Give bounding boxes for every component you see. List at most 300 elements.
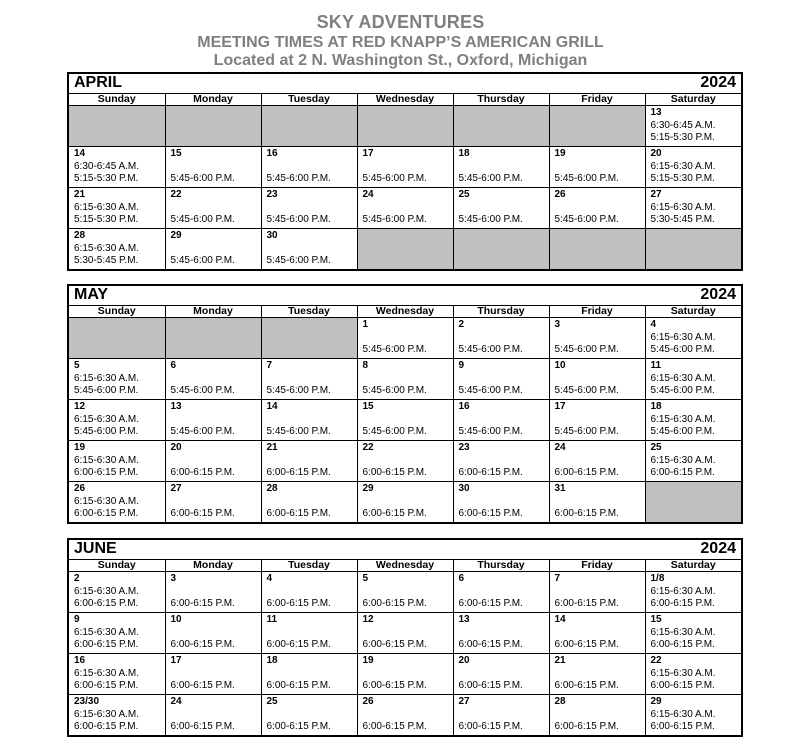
day-cell [453, 359, 549, 400]
day-number: 26 [362, 696, 374, 707]
day-number: 15 [650, 614, 662, 625]
evening-time: 6:00-6:15 P.M. [458, 508, 523, 519]
day-number: 3 [554, 319, 561, 330]
day-cell [261, 654, 357, 695]
week-row [69, 613, 741, 654]
weekday-header-row [69, 94, 741, 106]
morning-time: 6:15-6:30 A.M. [74, 627, 140, 638]
week-row [69, 229, 741, 270]
day-cell [357, 441, 453, 482]
week-row [69, 400, 741, 441]
day-cell [645, 695, 741, 736]
morning-time: 6:30-6:45 A.M. [74, 161, 140, 172]
day-cell [453, 318, 549, 359]
day-cell [549, 482, 645, 523]
evening-time: 5:45-6:00 P.M. [362, 426, 427, 437]
day-number: 30 [266, 230, 278, 241]
morning-time: 6:15-6:30 A.M. [74, 373, 140, 384]
day-number: 20 [458, 655, 470, 666]
evening-time: 5:45-6:00 P.M. [650, 426, 715, 437]
day-number: 26 [74, 483, 86, 494]
day-number: 14 [266, 401, 278, 412]
day-number: 28 [74, 230, 86, 241]
weekday-header: Wednesday [357, 306, 453, 318]
evening-time: 5:45-6:00 P.M. [554, 344, 619, 355]
day-number: 3 [170, 573, 177, 584]
morning-time: 6:15-6:30 A.M. [74, 243, 140, 254]
evening-time: 5:45-6:00 P.M. [266, 385, 331, 396]
weekday-header: Monday [165, 306, 261, 318]
evening-time: 6:00-6:15 P.M. [362, 721, 427, 732]
day-cell [165, 229, 261, 270]
evening-time: 6:00-6:15 P.M. [554, 467, 619, 478]
day-number: 28 [266, 483, 278, 494]
weekday-header: Saturday [645, 94, 741, 106]
empty-day-cell [69, 318, 165, 359]
day-cell [69, 229, 165, 270]
day-number: 24 [170, 696, 182, 707]
month-header [69, 286, 741, 306]
evening-time: 6:00-6:15 P.M. [362, 467, 427, 478]
evening-time: 6:00-6:15 P.M. [554, 508, 619, 519]
evening-time: 6:00-6:15 P.M. [170, 680, 235, 691]
day-cell [357, 613, 453, 654]
week-row [69, 695, 741, 736]
day-cell [645, 572, 741, 613]
day-number: 8 [362, 360, 369, 371]
empty-day-cell [165, 106, 261, 147]
evening-time: 6:00-6:15 P.M. [650, 639, 715, 650]
day-number: 30 [458, 483, 470, 494]
month-grid [69, 94, 741, 269]
morning-time: 6:15-6:30 A.M. [74, 709, 140, 720]
day-cell [261, 572, 357, 613]
day-number: 16 [266, 148, 278, 159]
day-number: 5 [74, 360, 80, 371]
day-number: 22 [170, 189, 182, 200]
day-number: 24 [362, 189, 374, 200]
day-number: 13 [458, 614, 470, 625]
morning-time: 6:15-6:30 A.M. [650, 202, 716, 213]
day-cell [357, 654, 453, 695]
evening-time: 5:45-6:00 P.M. [170, 385, 235, 396]
evening-time: 6:00-6:15 P.M. [266, 467, 331, 478]
morning-time: 6:15-6:30 A.M. [650, 373, 716, 384]
page-title: SKY ADVENTURES [316, 12, 485, 32]
month-year: 2024 [700, 286, 736, 303]
day-number: 6 [170, 360, 177, 371]
weekday-header: Tuesday [261, 306, 357, 318]
evening-time: 6:00-6:15 P.M. [74, 508, 139, 519]
day-cell [453, 441, 549, 482]
day-number: 23 [458, 442, 470, 453]
evening-time: 6:00-6:15 P.M. [74, 639, 139, 650]
month-name: JUNE [74, 540, 117, 557]
day-cell [357, 188, 453, 229]
day-number: 15 [170, 148, 182, 159]
evening-time: 6:00-6:15 P.M. [554, 680, 619, 691]
day-cell [261, 441, 357, 482]
day-cell [69, 188, 165, 229]
day-number: 14 [74, 148, 86, 159]
evening-time: 6:00-6:15 P.M. [266, 598, 331, 609]
evening-time: 6:00-6:15 P.M. [650, 467, 715, 478]
day-number: 28 [554, 696, 566, 707]
day-cell [453, 613, 549, 654]
evening-time: 6:00-6:15 P.M. [74, 721, 139, 732]
day-cell [549, 695, 645, 736]
evening-time: 6:00-6:15 P.M. [170, 639, 235, 650]
day-cell [453, 572, 549, 613]
day-number: 16 [74, 655, 86, 666]
day-cell [261, 613, 357, 654]
day-cell [645, 613, 741, 654]
weekday-header: Friday [549, 560, 645, 572]
day-cell [645, 654, 741, 695]
evening-time: 5:45-6:00 P.M. [458, 426, 523, 437]
day-number: 25 [650, 442, 662, 453]
weekday-header-row [69, 306, 741, 318]
weekday-header: Wednesday [357, 94, 453, 106]
day-number: 22 [650, 655, 662, 666]
day-cell [165, 359, 261, 400]
day-number: 17 [170, 655, 182, 666]
day-cell [645, 318, 741, 359]
day-number: 10 [554, 360, 566, 371]
week-row [69, 482, 741, 523]
evening-time: 5:45-6:00 P.M. [362, 385, 427, 396]
morning-time: 6:15-6:30 A.M. [650, 161, 716, 172]
weekday-header: Thursday [453, 560, 549, 572]
morning-time: 6:15-6:30 A.M. [74, 496, 140, 507]
evening-time: 6:00-6:15 P.M. [266, 680, 331, 691]
month-header [69, 540, 741, 560]
evening-time: 6:00-6:15 P.M. [458, 639, 523, 650]
day-number: 27 [170, 483, 182, 494]
day-number: 4 [650, 319, 657, 330]
evening-time: 6:00-6:15 P.M. [650, 721, 715, 732]
evening-time: 6:00-6:15 P.M. [362, 639, 427, 650]
day-cell [165, 572, 261, 613]
evening-time: 5:15-5:30 P.M. [650, 173, 715, 184]
day-number: 1/8 [650, 573, 665, 584]
day-number: 21 [266, 442, 278, 453]
evening-time: 5:45-6:00 P.M. [650, 385, 715, 396]
weekday-header-row [69, 560, 741, 572]
evening-time: 5:45-6:00 P.M. [554, 214, 619, 225]
day-cell [69, 613, 165, 654]
day-cell [357, 359, 453, 400]
evening-time: 6:00-6:15 P.M. [458, 721, 523, 732]
morning-time: 6:15-6:30 A.M. [74, 668, 140, 679]
weekday-header: Tuesday [261, 560, 357, 572]
day-number: 22 [362, 442, 374, 453]
day-cell [261, 482, 357, 523]
day-number: 17 [362, 148, 374, 159]
evening-time: 5:45-6:00 P.M. [170, 173, 235, 184]
evening-time: 6:00-6:15 P.M. [458, 680, 523, 691]
week-row [69, 188, 741, 229]
calendar-may [67, 284, 743, 524]
day-cell [357, 572, 453, 613]
morning-time: 6:15-6:30 A.M. [650, 414, 716, 425]
day-cell [645, 106, 741, 147]
evening-time: 5:45-6:00 P.M. [554, 385, 619, 396]
day-cell [69, 441, 165, 482]
day-cell [165, 482, 261, 523]
month-grid [69, 306, 741, 522]
day-number: 23 [266, 189, 278, 200]
day-number: 23/30 [74, 696, 100, 707]
day-number: 7 [266, 360, 273, 371]
empty-day-cell [549, 106, 645, 147]
evening-time: 5:45-6:00 P.M. [458, 173, 523, 184]
day-number: 5 [362, 573, 369, 584]
weekday-header: Wednesday [357, 560, 453, 572]
calendar-april [67, 72, 743, 271]
evening-time: 6:00-6:15 P.M. [362, 680, 427, 691]
day-number: 26 [554, 189, 566, 200]
morning-time: 6:15-6:30 A.M. [74, 455, 140, 466]
evening-time: 5:45-6:00 P.M. [650, 344, 715, 355]
evening-time: 6:00-6:15 P.M. [74, 598, 139, 609]
day-number: 13 [170, 401, 182, 412]
day-cell [645, 441, 741, 482]
weekday-header: Tuesday [261, 94, 357, 106]
day-cell [549, 318, 645, 359]
day-cell [645, 188, 741, 229]
day-number: 11 [650, 360, 662, 371]
day-number: 27 [458, 696, 470, 707]
empty-day-cell [453, 106, 549, 147]
day-number: 6 [458, 573, 465, 584]
week-row [69, 441, 741, 482]
evening-time: 6:00-6:15 P.M. [554, 598, 619, 609]
weekday-header: Sunday [69, 306, 165, 318]
evening-time: 5:45-6:00 P.M. [458, 385, 523, 396]
evening-time: 6:00-6:15 P.M. [266, 639, 331, 650]
evening-time: 5:30-5:45 P.M. [74, 255, 139, 266]
day-number: 4 [266, 573, 273, 584]
evening-time: 6:00-6:15 P.M. [170, 721, 235, 732]
week-row [69, 359, 741, 400]
evening-time: 6:00-6:15 P.M. [650, 598, 715, 609]
weekday-header: Saturday [645, 560, 741, 572]
evening-time: 5:45-6:00 P.M. [362, 344, 427, 355]
morning-time: 6:15-6:30 A.M. [650, 627, 716, 638]
month-header [69, 74, 741, 94]
empty-day-cell [645, 482, 741, 523]
month-grid [69, 560, 741, 735]
day-number: 16 [458, 401, 470, 412]
day-cell [165, 613, 261, 654]
day-number: 25 [458, 189, 470, 200]
empty-day-cell [549, 229, 645, 270]
evening-time: 5:15-5:30 P.M. [74, 173, 139, 184]
evening-time: 5:30-5:45 P.M. [650, 214, 715, 225]
morning-time: 6:15-6:30 A.M. [74, 202, 140, 213]
day-cell [69, 359, 165, 400]
evening-time: 6:00-6:15 P.M. [554, 721, 619, 732]
evening-time: 6:00-6:15 P.M. [74, 680, 139, 691]
day-number: 2 [458, 319, 465, 330]
day-number: 19 [554, 148, 566, 159]
weekday-header: Thursday [453, 306, 549, 318]
day-cell [453, 400, 549, 441]
evening-time: 5:45-6:00 P.M. [554, 173, 619, 184]
day-cell [549, 359, 645, 400]
evening-time: 6:00-6:15 P.M. [266, 721, 331, 732]
evening-time: 5:45-6:00 P.M. [170, 255, 235, 266]
evening-time: 5:45-6:00 P.M. [266, 426, 331, 437]
empty-day-cell [261, 318, 357, 359]
day-number: 29 [650, 696, 662, 707]
day-number: 13 [650, 107, 662, 118]
day-cell [357, 482, 453, 523]
weekday-header: Monday [165, 560, 261, 572]
weekday-header: Friday [549, 306, 645, 318]
day-cell [69, 482, 165, 523]
day-number: 21 [74, 189, 86, 200]
evening-time: 5:45-6:00 P.M. [266, 173, 331, 184]
morning-time: 6:15-6:30 A.M. [74, 586, 140, 597]
day-cell [261, 695, 357, 736]
day-cell [549, 441, 645, 482]
evening-time: 5:45-6:00 P.M. [170, 214, 235, 225]
morning-time: 6:30-6:45 A.M. [650, 120, 716, 131]
evening-time: 5:15-5:30 P.M. [650, 132, 715, 143]
day-cell [165, 695, 261, 736]
evening-time: 6:00-6:15 P.M. [458, 598, 523, 609]
day-cell [69, 572, 165, 613]
day-number: 12 [74, 401, 86, 412]
day-number: 19 [74, 442, 86, 453]
evening-time: 5:45-6:00 P.M. [170, 426, 235, 437]
month-year: 2024 [700, 74, 736, 91]
evening-time: 5:45-6:00 P.M. [74, 385, 139, 396]
evening-time: 6:00-6:15 P.M. [362, 598, 427, 609]
evening-time: 5:45-6:00 P.M. [266, 214, 331, 225]
day-number: 20 [170, 442, 182, 453]
day-cell [69, 654, 165, 695]
day-number: 12 [362, 614, 374, 625]
day-number: 10 [170, 614, 182, 625]
day-cell [165, 441, 261, 482]
day-number: 24 [554, 442, 566, 453]
week-row [69, 318, 741, 359]
weekday-header: Sunday [69, 94, 165, 106]
evening-time: 6:00-6:15 P.M. [650, 680, 715, 691]
day-cell [549, 147, 645, 188]
day-cell [165, 654, 261, 695]
week-row [69, 654, 741, 695]
evening-time: 5:45-6:00 P.M. [458, 214, 523, 225]
day-cell [261, 188, 357, 229]
day-number: 9 [458, 360, 465, 371]
evening-time: 6:00-6:15 P.M. [554, 639, 619, 650]
day-number: 25 [266, 696, 278, 707]
day-number: 18 [266, 655, 278, 666]
day-cell [453, 695, 549, 736]
day-cell [645, 359, 741, 400]
morning-time: 6:15-6:30 A.M. [650, 455, 716, 466]
evening-time: 5:45-6:00 P.M. [458, 344, 523, 355]
evening-time: 5:45-6:00 P.M. [362, 173, 427, 184]
weekday-header: Monday [165, 94, 261, 106]
empty-day-cell [165, 318, 261, 359]
day-cell [453, 188, 549, 229]
day-cell [165, 188, 261, 229]
day-number: 1 [362, 319, 369, 330]
evening-time: 6:00-6:15 P.M. [170, 598, 235, 609]
day-number: 18 [458, 148, 470, 159]
location-line: Located at 2 N. Washington St., Oxford, Michigan [213, 52, 588, 69]
day-cell [261, 359, 357, 400]
day-cell [357, 147, 453, 188]
day-number: 14 [554, 614, 566, 625]
evening-time: 5:45-6:00 P.M. [74, 426, 139, 437]
day-cell [549, 188, 645, 229]
weekday-header: Thursday [453, 94, 549, 106]
day-number: 15 [362, 401, 374, 412]
empty-day-cell [357, 229, 453, 270]
calendar-june [67, 538, 743, 737]
day-cell [69, 147, 165, 188]
day-cell [645, 400, 741, 441]
month-name: MAY [74, 286, 109, 303]
day-cell [453, 654, 549, 695]
evening-time: 6:00-6:15 P.M. [170, 467, 235, 478]
morning-time: 6:15-6:30 A.M. [650, 709, 716, 720]
day-cell [549, 613, 645, 654]
evening-time: 5:45-6:00 P.M. [554, 426, 619, 437]
day-cell [453, 147, 549, 188]
day-cell [261, 147, 357, 188]
evening-time: 6:00-6:15 P.M. [74, 467, 139, 478]
day-cell [357, 400, 453, 441]
empty-day-cell [357, 106, 453, 147]
evening-time: 5:45-6:00 P.M. [362, 214, 427, 225]
day-number: 7 [554, 573, 561, 584]
morning-time: 6:15-6:30 A.M. [650, 668, 716, 679]
morning-time: 6:15-6:30 A.M. [650, 332, 716, 343]
day-number: 19 [362, 655, 374, 666]
month-name: APRIL [74, 74, 122, 91]
day-number: 9 [74, 614, 80, 625]
day-cell [261, 229, 357, 270]
empty-day-cell [453, 229, 549, 270]
day-cell [453, 482, 549, 523]
week-row [69, 572, 741, 613]
evening-time: 6:00-6:15 P.M. [362, 508, 427, 519]
day-cell [549, 400, 645, 441]
day-cell [165, 147, 261, 188]
day-number: 17 [554, 401, 566, 412]
day-cell [261, 400, 357, 441]
weekday-header: Sunday [69, 560, 165, 572]
week-row [69, 147, 741, 188]
day-cell [357, 695, 453, 736]
day-number: 2 [74, 573, 80, 584]
weekday-header: Saturday [645, 306, 741, 318]
day-cell [69, 400, 165, 441]
evening-time: 5:45-6:00 P.M. [266, 255, 331, 266]
day-number: 31 [554, 483, 566, 494]
evening-time: 5:15-5:30 P.M. [74, 214, 139, 225]
empty-day-cell [261, 106, 357, 147]
morning-time: 6:15-6:30 A.M. [74, 414, 140, 425]
empty-day-cell [645, 229, 741, 270]
